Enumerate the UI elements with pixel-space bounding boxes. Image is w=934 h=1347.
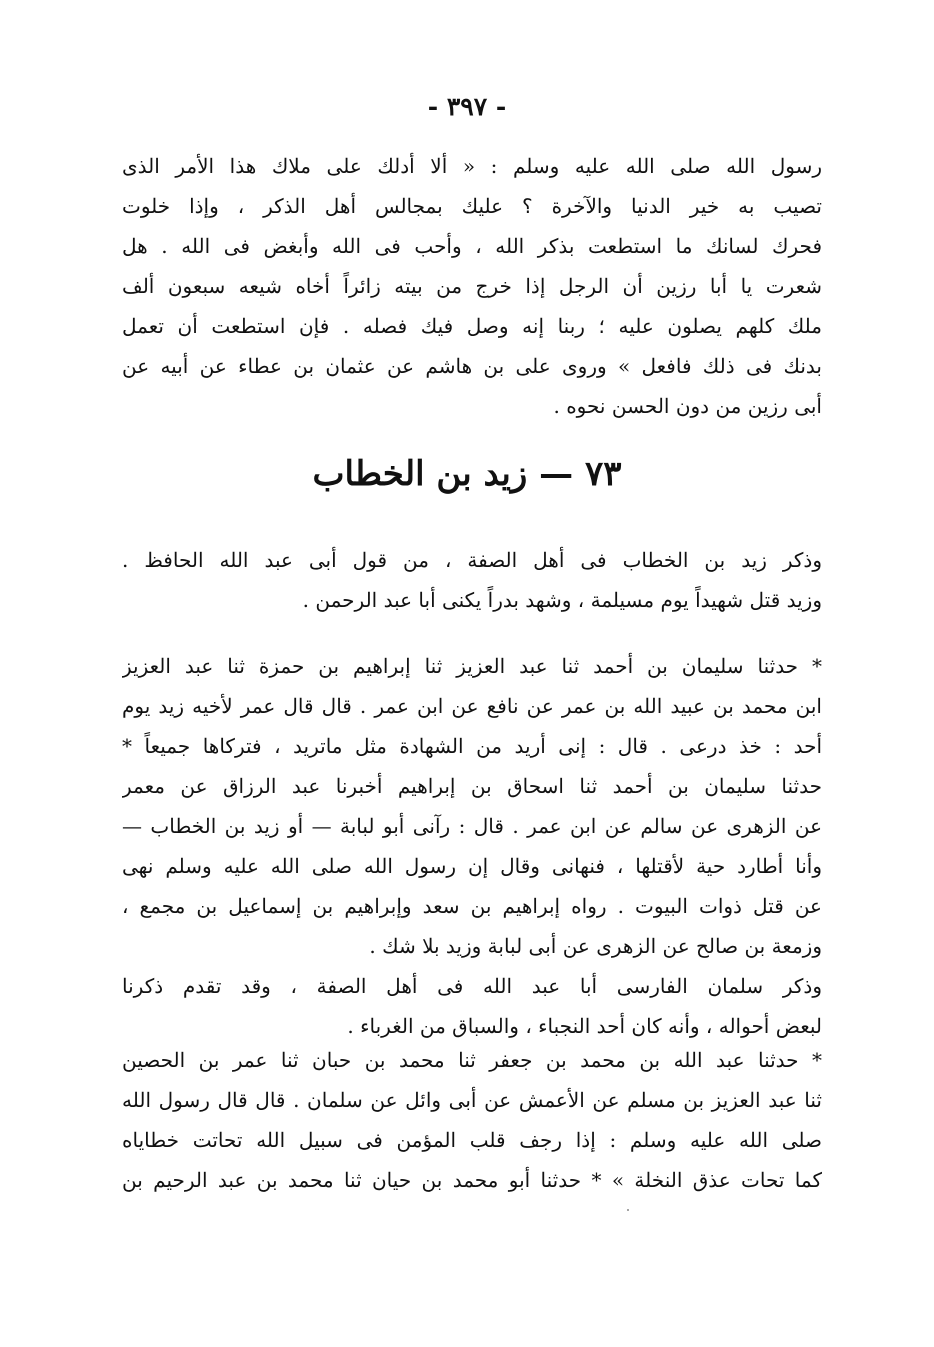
text-line: لبعض أحواله ، وأنه كان أحد النجباء ، والسباق من الغرباء . xyxy=(347,1014,822,1038)
text-line: حدثنا سليمان بن أحمد ثنا اسحاق بن إبراهيم أخبرنا عبد الرزاق عن معمر xyxy=(122,774,822,798)
section-heading: ٧٣ — زيد بن الخطاب xyxy=(312,454,622,494)
text-line: فحرك لسانك ما استطعت بذكر الله ، وأحب فى الله وأبغض فى الله . هل xyxy=(122,234,822,258)
text-line: * حدثنا عبد الله بن محمد بن جعفر ثنا محمد بن حبان ثنا عمر بن الحصين xyxy=(122,1048,822,1072)
text-line: شعرت يا أبا رزين أن الرجل إذا خرج من بيته زائراً أخاه شيعه سبعون ألف xyxy=(122,274,822,298)
text-line: عن الزهرى عن سالم عن ابن عمر . قال : رآنى أبو لبابة — أو زيد بن الخطاب — xyxy=(122,814,822,838)
ink-speck xyxy=(627,1209,629,1211)
paragraph-zayd-hadith xyxy=(122,646,822,966)
text-line: وذكر سلمان الفارسى أبا عبد الله فى أهل الصفة ، وقد تقدم ذكرنا xyxy=(122,974,822,998)
paragraph-zayd-intro xyxy=(122,540,822,620)
text-line: رسول الله صلى الله عليه وسلم : « ألا أدلك على ملاك هذا الأمر الذى xyxy=(122,154,822,178)
text-line: ثنا عبد العزيز بن مسلم عن الأعمش عن أبى وائل عن سلمان . قال قال رسول الله xyxy=(122,1088,822,1112)
text-line: أبى رزين من دون الحسن نحوه . xyxy=(553,394,822,418)
text-line: تصيب به خير الدنيا والآخرة ؟ عليك بمجالس أهل الذكر ، وإذا خلوت xyxy=(122,194,822,218)
text-line: عن قتل ذوات البيوت . رواه إبراهيم بن سعد وإبراهيم بن إسماعيل بن مجمع ، xyxy=(122,894,822,918)
text-line: بدنك فى ذلك فافعل » وروى على بن هاشم عن عثمان بن عطاء عن أبيه عن xyxy=(122,354,822,378)
text-line: أحد : خذ درعى . قال : إنى أريد من الشهادة مثل ماتريد ، فتركاها جميعاً * xyxy=(122,734,822,758)
text-line: ملك كلهم يصلون عليه ؛ ربنا إنه وصل فيك فصله . فإن استطعت أن تعمل xyxy=(122,314,822,338)
paragraph-salman-intro xyxy=(122,966,822,1046)
paragraph-abu-razin xyxy=(122,146,822,426)
text-line: وأنا أطارد حية لأقتلها ، فنهانى وقال إن رسول الله صلى الله عليه وسلم نهى xyxy=(122,854,822,878)
text-line: كما تحات عذق النخلة » * حدثنا أبو محمد بن حيان ثنا محمد بن عبد الرحيم بن xyxy=(122,1168,822,1192)
paragraph-salman-hadith xyxy=(122,1040,822,1200)
page-number: - ٣٩٧ - xyxy=(427,92,507,121)
text-line: صلى الله عليه وسلم : إذا رجف قلب المؤمن فى سبيل الله تحاتت خطاياه xyxy=(122,1128,822,1152)
text-line: وذكر زيد بن الخطاب فى أهل الصفة ، من قول أبى عبد الله الحافظ . xyxy=(122,548,822,572)
text-line: * حدثنا سليمان بن أحمد ثنا عبد العزيز ثنا إبراهيم بن حمزة ثنا عبد العزيز xyxy=(122,654,822,678)
text-line: وزمعة بن صالح عن الزهرى عن أبى لبابة وزيد بلا شك . xyxy=(369,934,822,958)
text-line: وزيد قتل شهيداً يوم مسيلمة ، وشهد بدراً يكنى أبا عبد الرحمن . xyxy=(302,588,822,612)
text-line: ابن محمد بن عبيد الله بن عمر عن نافع عن ابن عمر . قال قال عمر لأخيه زيد يوم xyxy=(122,694,822,718)
